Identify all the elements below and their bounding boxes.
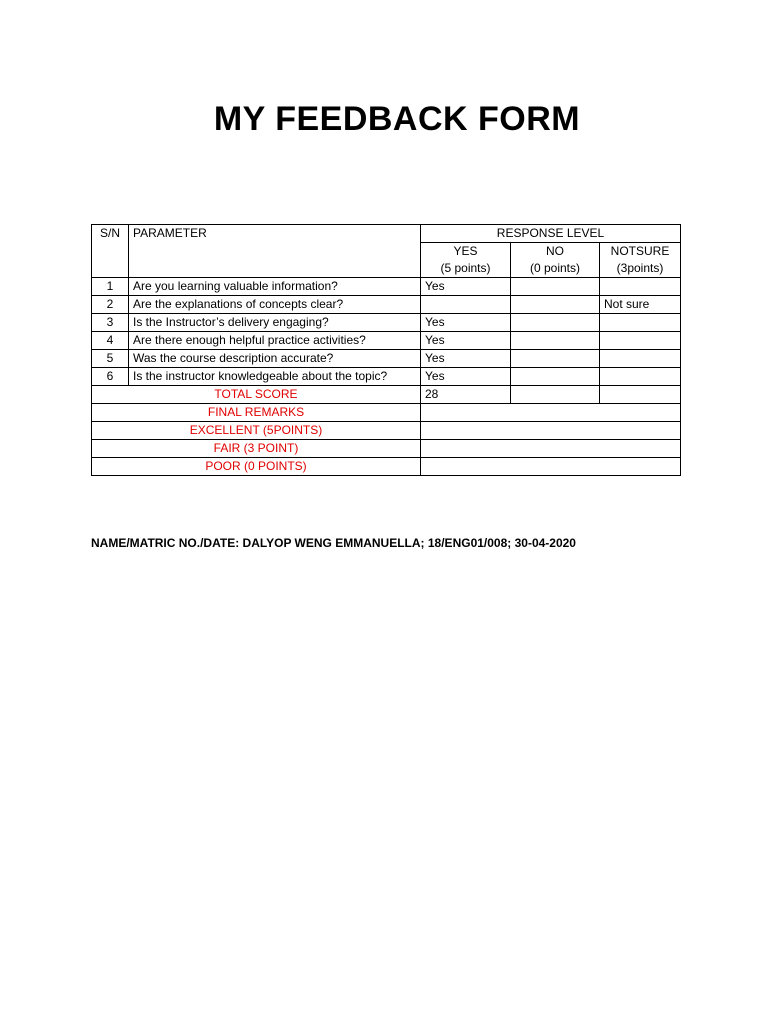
row-notsure — [600, 368, 681, 386]
form-title: MY FEEDBACK FORM — [213, 100, 581, 138]
total-score-label: TOTAL SCORE — [92, 386, 421, 404]
header-yes-points: (5 points) — [421, 260, 511, 278]
feedback-table — [91, 224, 681, 476]
row-notsure — [600, 350, 681, 368]
header-no: NO — [511, 243, 600, 261]
header-notsure-points: (3points) — [600, 260, 681, 278]
header-no-points: (0 points) — [511, 260, 600, 278]
table-row — [92, 332, 681, 350]
row-parameter: Are you learning valuable information? — [129, 278, 421, 296]
row-yes: Yes — [421, 278, 511, 296]
table-row — [92, 296, 681, 314]
row-sn: 2 — [92, 296, 129, 314]
row-no — [511, 368, 600, 386]
row-notsure — [600, 278, 681, 296]
fair-label: FAIR (3 POINT) — [92, 440, 421, 458]
header-sn: S/N — [92, 225, 129, 243]
fair-row — [92, 440, 681, 458]
row-yes — [421, 296, 511, 314]
row-no — [511, 314, 600, 332]
row-sn: 1 — [92, 278, 129, 296]
row-notsure — [600, 332, 681, 350]
row-no — [511, 278, 600, 296]
row-yes: Yes — [421, 368, 511, 386]
row-yes: Yes — [421, 314, 511, 332]
total-score-value: 28 — [421, 386, 511, 404]
row-parameter: Are there enough helpful practice activities? — [129, 332, 421, 350]
row-yes: Yes — [421, 332, 511, 350]
header-notsure: NOTSURE — [600, 243, 681, 261]
header-response-level: RESPONSE LEVEL — [421, 225, 681, 243]
table-row — [92, 368, 681, 386]
header-row-3 — [92, 260, 681, 278]
row-parameter: Is the Instructor’s delivery engaging? — [129, 314, 421, 332]
poor-label: POOR (0 POINTS) — [92, 458, 421, 476]
excellent-label: EXCELLENT (5POINTS) — [92, 422, 421, 440]
row-sn: 5 — [92, 350, 129, 368]
final-remarks-label: FINAL REMARKS — [92, 404, 421, 422]
row-notsure — [600, 314, 681, 332]
row-no — [511, 332, 600, 350]
row-parameter: Is the instructor knowledgeable about the topic? — [129, 368, 421, 386]
header-yes: YES — [421, 243, 511, 261]
row-sn: 4 — [92, 332, 129, 350]
table-row — [92, 350, 681, 368]
row-yes: Yes — [421, 350, 511, 368]
row-notsure: Not sure — [600, 296, 681, 314]
row-parameter: Was the course description accurate? — [129, 350, 421, 368]
total-score-row — [92, 386, 681, 404]
poor-row — [92, 458, 681, 476]
row-sn: 6 — [92, 368, 129, 386]
row-no — [511, 296, 600, 314]
final-remarks-row — [92, 404, 681, 422]
table-row — [92, 314, 681, 332]
header-row-1 — [92, 225, 681, 243]
name-matric-date: NAME/MATRIC NO./DATE: DALYOP WENG EMMANUELLA; 18/ENG01/008; 30-04-2020 — [91, 536, 576, 550]
header-row-2 — [92, 243, 681, 261]
row-no — [511, 350, 600, 368]
table-row — [92, 278, 681, 296]
row-sn: 3 — [92, 314, 129, 332]
excellent-row — [92, 422, 681, 440]
row-parameter: Are the explanations of concepts clear? — [129, 296, 421, 314]
header-parameter: PARAMETER — [129, 225, 421, 243]
